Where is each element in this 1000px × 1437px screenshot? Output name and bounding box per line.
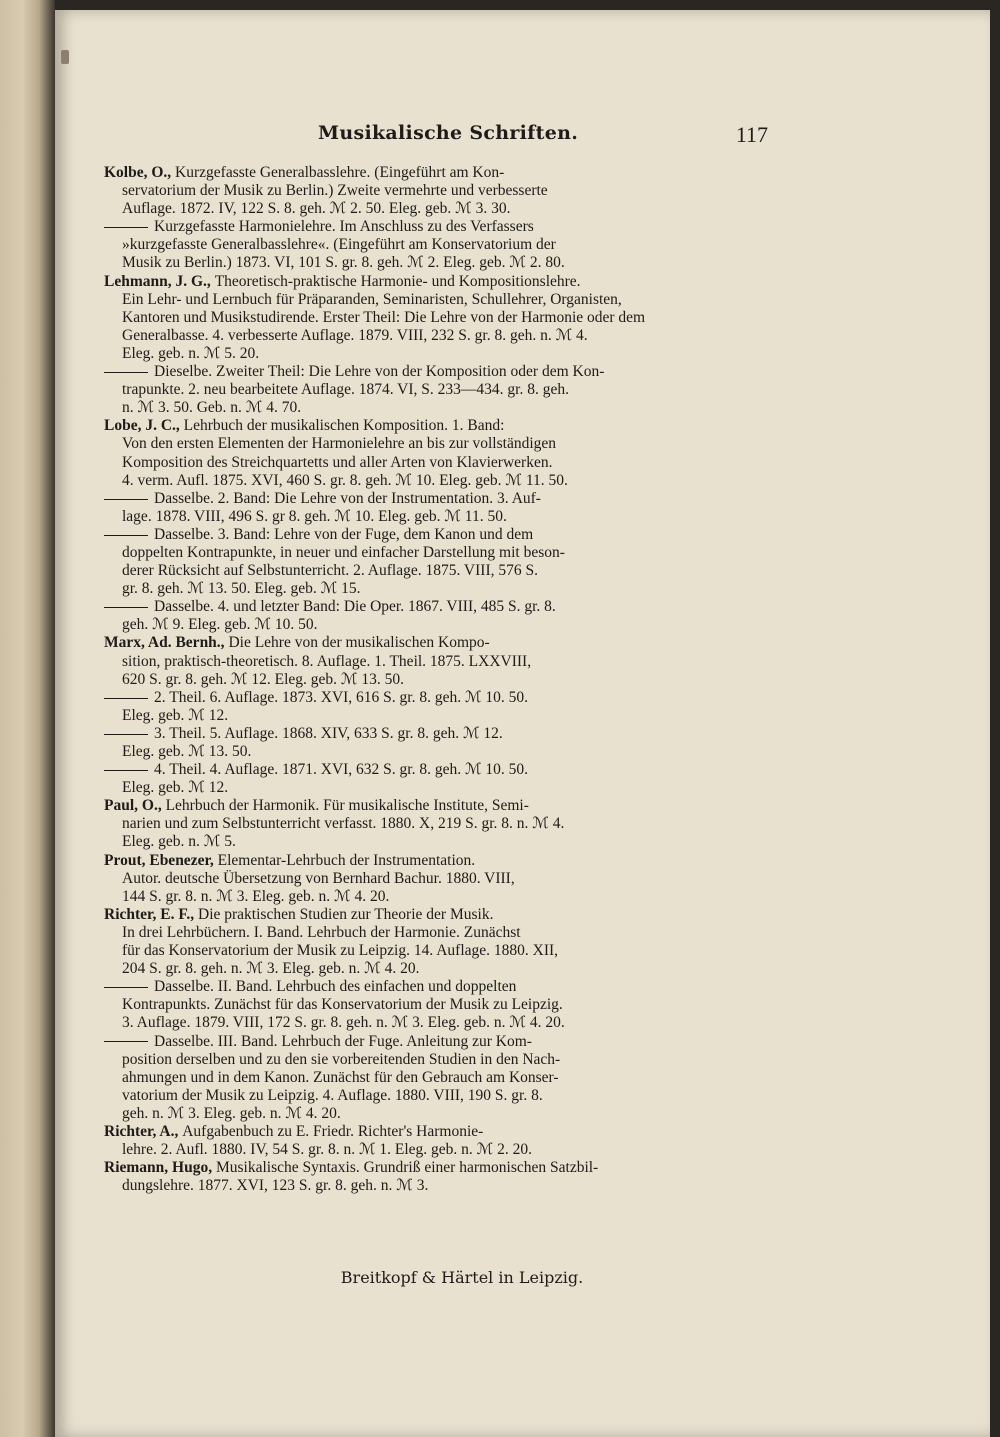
entry-line bbox=[104, 978, 768, 996]
page-title: Musikalische Schriften. bbox=[318, 122, 579, 144]
entry-line bbox=[104, 779, 768, 797]
entry-text: doppelten Kontrapunkte, in neuer und einfacher Darstellung mit beson- bbox=[122, 543, 565, 561]
entry-text: 2. Theil. 6. Auflage. 1873. XVI, 616 S. gr. 8. geh. ℳ 10. 50. bbox=[154, 688, 529, 706]
entry-text: geh. ℳ 9. Eleg. geb. ℳ 10. 50. bbox=[122, 616, 318, 634]
entry-line bbox=[104, 761, 768, 779]
entry-text: In drei Lehrbüchern. I. Band. Lehrbuch der Harmonie. Zunächst bbox=[122, 923, 521, 941]
catalog-entry bbox=[104, 906, 768, 978]
entry-text: Eleg. geb. n. ℳ 5. bbox=[122, 833, 236, 851]
entry-line bbox=[104, 1177, 768, 1195]
entry-line bbox=[104, 291, 768, 309]
catalog-entry bbox=[104, 797, 768, 851]
entry-text: Generalbasse. 4. verbesserte Auflage. 1879. VIII, 232 S. gr. 8. geh. n. ℳ 4. bbox=[122, 326, 588, 344]
entry-line bbox=[104, 852, 768, 870]
author-name: Kolbe, O., bbox=[104, 164, 176, 181]
catalog-entry bbox=[104, 1123, 768, 1159]
entry-text: sition, praktisch-theoretisch. 8. Auflage. 1. Theil. 1875. LXXVIII, bbox=[122, 652, 532, 670]
entry-text: Auflage. 1872. IV, 122 S. 8. geh. ℳ 2. 50. Eleg. geb. ℳ 3. 30. bbox=[122, 200, 511, 218]
entry-text: n. ℳ 3. 50. Geb. n. ℳ 4. 70. bbox=[122, 399, 302, 417]
entry-line bbox=[104, 707, 768, 725]
entry-text: Musikalische Syntaxis. Grundriß einer harmonischen Satzbil- bbox=[215, 1159, 599, 1177]
entry-text: Lehrbuch der musikalischen Komposition. 1. Band: bbox=[183, 417, 505, 435]
author-name: Paul, O., bbox=[104, 797, 166, 815]
catalog-entry bbox=[104, 1159, 768, 1195]
entry-line bbox=[104, 671, 768, 689]
entry-text: lehre. 2. Aufl. 1880. IV, 54 S. gr. 8. n. ℳ 1. Eleg. geb. n. ℳ 2. 20. bbox=[122, 1141, 533, 1159]
entry-text: Lehrbuch der Harmonik. Für musikalische Institute, Semi- bbox=[165, 797, 529, 815]
entry-line bbox=[104, 417, 768, 435]
entry-line bbox=[104, 472, 768, 490]
entry-text: ahmungen und in dem Kanon. Zunächst für den Gebrauch am Konser- bbox=[122, 1068, 559, 1086]
entry-text: Kontrapunkts. Zunächst für das Konservatorium der Musik zu Leipzig. bbox=[122, 996, 563, 1014]
entry-text: Dasselbe. 4. und letzter Band: Die Oper. 1867. VIII, 485 S. gr. 8. bbox=[154, 598, 556, 616]
entry-line bbox=[104, 182, 768, 200]
entry-text: 144 S. gr. 8. n. ℳ 3. Eleg. geb. n. ℳ 4. 20. bbox=[122, 887, 390, 905]
entry-line bbox=[104, 273, 768, 291]
entry-text: 4. verm. Aufl. 1875. XVI, 460 S. gr. 8. geh. ℳ 10. Eleg. geb. ℳ 11. 50. bbox=[122, 471, 568, 489]
catalog-listing bbox=[104, 164, 768, 1195]
entry-line bbox=[104, 1051, 768, 1069]
catalog-sub-entry bbox=[104, 761, 768, 797]
entry-line bbox=[104, 616, 768, 634]
entry-text: Die praktischen Studien zur Theorie der Musik. bbox=[198, 905, 494, 923]
entry-line bbox=[104, 218, 768, 236]
catalog-sub-entry bbox=[104, 363, 768, 417]
entry-line bbox=[104, 1123, 768, 1141]
entry-text: »kurzgefasste Generalbasslehre«. (Eingeführt am Konservatorium der bbox=[122, 236, 556, 254]
entry-text: Kurzgefasste Harmonielehre. Im Anschluss zu des Verfassers bbox=[154, 218, 534, 236]
entry-line bbox=[104, 653, 768, 671]
entry-line bbox=[104, 598, 768, 616]
catalog-sub-entry bbox=[104, 725, 768, 761]
catalog-sub-entry bbox=[104, 218, 768, 272]
author-name: Richter, A., bbox=[104, 1122, 183, 1140]
entry-text: Von den ersten Elementen der Harmonielehre an bis zur vollständigen bbox=[122, 435, 557, 453]
entry-line bbox=[104, 399, 768, 417]
catalog-sub-entry bbox=[104, 978, 768, 1032]
catalog-sub-entry bbox=[104, 1033, 768, 1123]
entry-text: Die Lehre von der musikalischen Kompo- bbox=[228, 634, 490, 652]
entry-text: Aufgabenbuch zu E. Friedr. Richter's Harmonie- bbox=[182, 1122, 484, 1140]
entry-line bbox=[104, 381, 768, 399]
entry-line bbox=[104, 870, 768, 888]
entry-text: Dasselbe. III. Band. Lehrbuch der Fuge. Anleitung zur Kom- bbox=[154, 1032, 532, 1050]
entry-line bbox=[104, 1159, 768, 1177]
entry-line bbox=[104, 1141, 768, 1159]
ditto-dash bbox=[104, 734, 148, 735]
entry-text: 204 S. gr. 8. geh. n. ℳ 3. Eleg. geb. n. ℳ 4. 20. bbox=[122, 960, 420, 978]
author-name: Lobe, J. C., bbox=[104, 417, 184, 435]
entry-line bbox=[104, 1105, 768, 1123]
entry-line bbox=[104, 1014, 768, 1032]
entry-line bbox=[104, 490, 768, 508]
entry-line bbox=[104, 526, 768, 544]
author-name: Richter, E. F., bbox=[104, 905, 199, 923]
entry-line bbox=[104, 1087, 768, 1105]
ditto-dash bbox=[104, 227, 148, 228]
entry-line bbox=[104, 725, 768, 743]
entry-line bbox=[104, 544, 768, 562]
entry-text: Dieselbe. Zweiter Theil: Die Lehre von der Komposition oder dem Kon- bbox=[154, 363, 605, 381]
entry-line bbox=[104, 454, 768, 472]
entry-text: 3. Theil. 5. Auflage. 1868. XIV, 633 S. gr. 8. geh. ℳ 12. bbox=[154, 724, 503, 742]
entry-text: Eleg. geb. ℳ 13. 50. bbox=[122, 743, 252, 760]
ditto-dash bbox=[104, 607, 148, 608]
catalog-entry bbox=[104, 852, 768, 906]
entry-text: Eleg. geb. ℳ 12. bbox=[122, 779, 229, 797]
book-spine-edge bbox=[0, 0, 55, 1437]
entry-text: trapunkte. 2. neu bearbeitete Auflage. 1874. VI, S. 233—434. gr. 8. geh. bbox=[122, 381, 569, 399]
catalog-entry bbox=[104, 634, 768, 688]
entry-line bbox=[104, 833, 768, 851]
entry-line bbox=[104, 164, 768, 182]
entry-line bbox=[104, 435, 768, 453]
entry-line bbox=[104, 942, 768, 960]
entry-line bbox=[104, 309, 768, 327]
entry-text: für das Konservatorium der Musik zu Leipzig. 14. Auflage. 1880. XII, bbox=[122, 942, 559, 960]
author-name: Riemann, Hugo, bbox=[104, 1159, 216, 1177]
entry-line bbox=[104, 888, 768, 906]
entry-line bbox=[104, 580, 768, 598]
entry-text: position derselben und zu den sie vorbereitenden Studien in den Nach- bbox=[122, 1050, 561, 1068]
entry-line bbox=[104, 363, 768, 381]
entry-line bbox=[104, 1069, 768, 1087]
author-name: Marx, Ad. Bernh., bbox=[104, 634, 229, 652]
publisher-footer: Breitkopf & Härtel in Leipzig. bbox=[340, 1268, 584, 1287]
entry-text: Elementar-Lehrbuch der Instrumentation. bbox=[217, 851, 476, 869]
entry-text: derer Rücksicht auf Selbstunterricht. 2. Auflage. 1875. VIII, 576 S. bbox=[122, 562, 538, 580]
entry-line bbox=[104, 743, 768, 761]
entry-line bbox=[104, 689, 768, 707]
entry-text: Komposition des Streichquartetts und aller Arten von Klavierwerken. bbox=[122, 453, 553, 471]
catalog-entry bbox=[104, 164, 768, 218]
entry-text: Ein Lehr- und Lernbuch für Präparanden, Seminaristen, Schullehrer, Organisten, bbox=[122, 290, 622, 308]
entry-text: lage. 1878. VIII, 496 S. gr 8. geh. ℳ 10. Eleg. geb. ℳ 11. 50. bbox=[122, 507, 507, 525]
entry-text: vatorium der Musik zu Leipzig. 4. Auflage. 1880. VIII, 190 S. gr. 8. bbox=[122, 1086, 543, 1104]
entry-line bbox=[104, 200, 768, 218]
ditto-dash bbox=[104, 535, 148, 536]
entry-text: dungslehre. 1877. XVI, 123 S. gr. 8. geh. n. ℳ 3. bbox=[122, 1177, 429, 1195]
entry-text: Kantoren und Musikstudirende. Erster Theil: Die Lehre von der Harmonie oder dem bbox=[122, 308, 646, 326]
entry-text: Autor. deutsche Übersetzung von Bernhard Bachur. 1880. VIII, bbox=[122, 869, 515, 887]
binding-strip bbox=[61, 50, 69, 64]
catalog-sub-entry bbox=[104, 598, 768, 634]
entry-line bbox=[104, 815, 768, 833]
ditto-dash bbox=[104, 372, 148, 373]
entry-text: narien und zum Selbstunterricht verfasst. 1880. X, 219 S. gr. 8. n. ℳ 4. bbox=[122, 815, 565, 833]
page-header bbox=[318, 122, 768, 145]
entry-text: Eleg. geb. n. ℳ 5. 20. bbox=[122, 344, 260, 362]
ditto-dash bbox=[104, 987, 148, 988]
entry-line bbox=[104, 924, 768, 942]
entry-text: servatorium der Musik zu Berlin.) Zweite vermehrte und verbesserte bbox=[122, 182, 548, 200]
entry-line bbox=[104, 960, 768, 978]
catalog-sub-entry bbox=[104, 689, 768, 725]
ditto-dash bbox=[104, 1041, 148, 1042]
catalog-sub-entry bbox=[104, 490, 768, 526]
entry-text: Theoretisch-praktische Harmonie- und Kompositionslehre. bbox=[214, 272, 581, 290]
entry-text: Musik zu Berlin.) 1873. VI, 101 S. gr. 8. geh. ℳ 2. Eleg. geb. ℳ 2. 80. bbox=[122, 254, 565, 272]
entry-text: Dasselbe. 2. Band: Die Lehre von der Instrumentation. 3. Auf- bbox=[154, 489, 541, 507]
ditto-dash bbox=[104, 499, 148, 500]
entry-text: geh. n. ℳ 3. Eleg. geb. n. ℳ 4. 20. bbox=[122, 1104, 341, 1122]
entry-line bbox=[104, 562, 768, 580]
entry-line bbox=[104, 508, 768, 526]
entry-text: Eleg. geb. ℳ 12. bbox=[122, 706, 229, 724]
entry-text: gr. 8. geh. ℳ 13. 50. Eleg. geb. ℳ 15. bbox=[122, 580, 361, 598]
entry-line bbox=[104, 797, 768, 815]
entry-text: Dasselbe. 3. Band: Lehre von der Fuge, dem Kanon und dem bbox=[154, 525, 534, 543]
entry-line bbox=[104, 1033, 768, 1051]
entry-line bbox=[104, 345, 768, 363]
page-number: 117 bbox=[735, 122, 768, 147]
entry-line bbox=[104, 906, 768, 924]
author-name: Lehmann, J. G., bbox=[104, 272, 215, 290]
catalog-entry bbox=[104, 417, 768, 489]
entry-text: 4. Theil. 4. Auflage. 1871. XVI, 632 S. gr. 8. geh. ℳ 10. 50. bbox=[154, 761, 529, 779]
ditto-dash bbox=[104, 698, 148, 699]
entry-line bbox=[104, 236, 768, 254]
ditto-dash bbox=[104, 770, 148, 771]
entry-line bbox=[104, 996, 768, 1014]
catalog-sub-entry bbox=[104, 526, 768, 598]
author-name: Prout, Ebenezer, bbox=[104, 851, 218, 869]
entry-line bbox=[104, 634, 768, 652]
entry-text: Kurzgefasste Generalbasslehre. (Eingeführt am Kon- bbox=[175, 164, 505, 181]
entry-text: 3. Auflage. 1879. VIII, 172 S. gr. 8. geh. n. ℳ 3. Eleg. geb. n. ℳ 4. 20. bbox=[122, 1014, 565, 1032]
entry-text: 620 S. gr. 8. geh. ℳ 12. Eleg. geb. ℳ 13. 50. bbox=[122, 670, 404, 688]
entry-line bbox=[104, 254, 768, 272]
entry-line bbox=[104, 327, 768, 345]
catalog-entry bbox=[104, 273, 768, 363]
entry-text: Dasselbe. II. Band. Lehrbuch des einfachen und doppelten bbox=[154, 978, 517, 996]
